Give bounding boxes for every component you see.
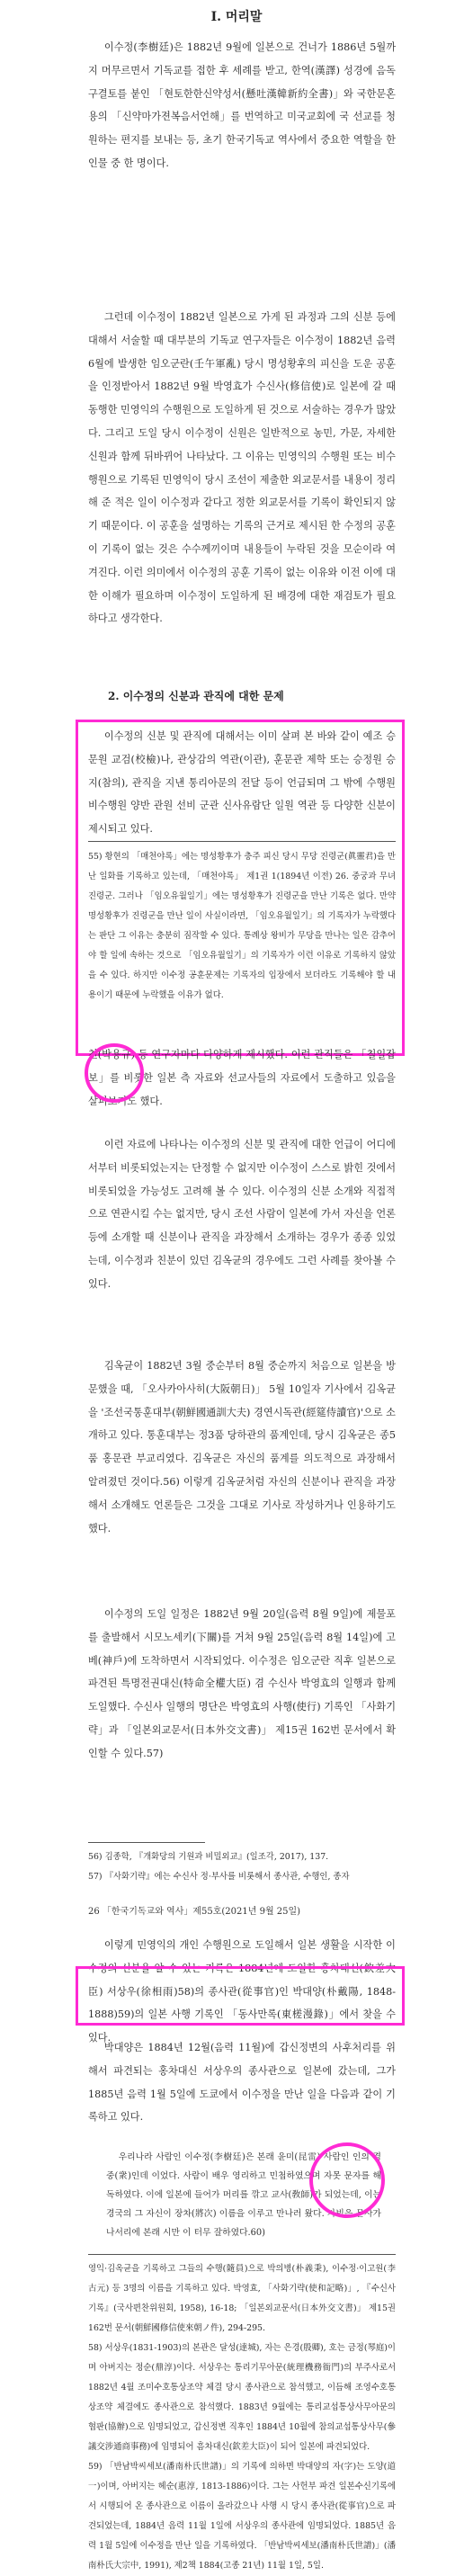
- footnote-57-cont: 영익·김옥균을 기록하고 그들의 수행(隨員)으로 박의병(朴義秉), 이수정·이고원(李古元) 등 3명의 이름을 기록하고 있다. 박영효, 「사화기략(使和記略)」, 『수신사기록』(국사편찬위원회, 1958), 16-18; 「일본외교문서(日本外交文書)」 제15권 162번 문서(朝鮮國修信使來朝ノ件), 294-295.: [88, 2264, 396, 2333]
- section-title: Ⅰ. 머리말: [210, 10, 263, 24]
- footnotes-bottom: [88, 2259, 396, 2571]
- paragraph-after-footnote: 천(박용규) 등 연구자마다 다양하게 제시했다. 이런 관직들은 「칠일잡보」를 비롯한 일본 측 자료와 선교사들의 자료에서 도출하고 있음을 살펴보기도 했다.: [88, 1049, 396, 1107]
- footnote-55: 55) 황현의 「매천야록」에는 명성황후가 충주 피신 당시 무당 진령군(眞靈君)을 만난 일화를 기록하고 있는데, 「매천야록」 제1권 1(1894년 이전) 26. 중궁과 무녀 진령군. 그러나 「임오유월일기」에는 명성황후가 진령군을 만난 기록은 없다. 만약 명성황후가 진령군을 만난 일이 사실이라면, 「임오유월일기」의 기록자가 누락했다는 판단 그 이유는 충분히 짐작할 수 있다. 통례상 왕비가 무당을 만나는 일은 감추어야 할 일에 속하는 것으로 「임오유월일기」의 기록자가 이런 이유로 기록하지 않았을 수 있다. 하지만 이수정 공훈문제는 기록자의 입장에서 보더라도 기록해야 할 내용이기 때문에 누락했을 이유가 없다.: [88, 852, 396, 1000]
- paragraph-4: 이수정의 도일 일정은 1882년 9월 20일(음력 8월 9일)에 제물포를 출발해서 시모노세키(下關)를 거쳐 9월 25일(음력 8월 14일)에 고베(神戶)에 도착하면서 시작되었다. 이수정은 임오군란 직후 일본으로 파견된 특명전권대신(特命全權大臣) 겸 수신사 박영효의 일행과 함께 도일했다. 수신사 일행의 명단은 박영효의 사행(使行) 기록인 「사화기략」과 「일본외교문서(日本外交文書)」 제15권 162번 문서에서 확인할 수 있다.57): [88, 1608, 396, 1759]
- highlighted-paragraph: 이수정의 신분 및 관직에 대해서는 이미 살펴 본 바와 같이 예조 승문원 교검(校檢)나, 관상감의 역관(이관), 훈문관 제학 또는 승정원 승지(참의), 관직을 지낸 통리아문의 전달 등이 언급되며 그 밖에 수행원 비수행원 양반 관원 선비 군관 신사유람단 일원 역관 등 다양한 신분이 제시되고 있다.: [88, 730, 396, 836]
- paragraph-2: 이런 자료에 나타나는 이수정의 신분 및 관직에 대한 언급이 어디에서부터 비롯되었는지는 단정할 수 없지만 이수정이 스스로 밝힌 것에서 비롯되었을 가능성도 고려해 볼 수 있다. 이수정의 신분 소개와 직접적으로 연관시킬 수는 없지만, 당시 조선 사람이 일본에 가서 자신을 언론 등에 소개할 때 신분이나 관직을 과장해서 소개하는 경우가 종종 있었는데, 이수정과 친분이 있던 김옥균의 경우에도 그런 사례를 찾아볼 수 있다.: [88, 1139, 396, 1290]
- page-header: 26 「한국기독교와 역사」제55호(2021년 9월 25일): [88, 1907, 301, 1917]
- highlight-box: [76, 1966, 405, 2026]
- subsection-title: 2. 이수정의 신분과 관직에 대한 문제: [108, 690, 284, 702]
- highlight-circle: [85, 1043, 144, 1103]
- intro-paragraph-1: 이수정(李樹廷)은 1882년 9월에 일본으로 건너가 1886년 5월까지 머무르면서 기독교를 접한 후 세례를 받고, 한역(漢譯) 성경에 음독구결토를 붙인 「현토한한신약성서(懸吐漢韓新約全書)」와 국한문혼용의 「신약마가젼복음서언해」를 번역하고 미국교회에 국 선교를 청원하는 편지를 보내는 등, 초기 한국기독교 역사에서 중요한 역할을 한 인물 중 한 명이다.: [88, 41, 396, 169]
- paragraph-5: 이렇게 민영익의 개인 수행원으로 도일해서 일본 생활을 시작한 이수정의 신분을 알 수 있는 기록은 1884년에 도일한 홍차대신(欽差大臣) 서상우(徐相雨)58)의 종사관(從事官)인 박대양(朴戴陽, 1848-1888)59)의 일본 사행 기록인 「동사만록(東槎漫錄)」에서 찾을 수 있다.: [88, 1939, 396, 2044]
- footnote-56: 56) 김종학, 『개화당의 기원과 비밀외교』(일조각, 2017), 137.: [88, 1852, 329, 1862]
- block-quote: 우리나라 사람인 이수정(李樹廷)은 본래 윤미(昆雷) 사람인 인의 경중(衆)인데 이었다. 사람이 배우 영리하고 민첩하였으며 자못 문자를 해독하였다. 이에 일본에 들어가 머리를 깎고 교사(敎師)가 되었는데, 이는 경국의 그 자신이 장차(將次) 이름을 이루고 만나러 왔다. 자빙은 문사가 나서리에 본래 시만 이 터무 잘하였다.60): [106, 2152, 381, 2238]
- highlight-circle-2: [309, 2142, 385, 2218]
- footnote-57: 57) 『사화기략』에는 수신사 정·부사를 비롯해서 종사관, 수행인, 종자: [88, 1872, 350, 1882]
- footnote-59: 59) 「반남박씨세보(潘南朴氏世譜)」의 기록에 의하면 박대양의 자(字)는 도양(道一)이며, 아버지는 헤순(惠淳, 1813-1886)이다. 그는 사헌부 파견 일본수신기록에서 시행되어 온 종사관으로 이름이 올라갔으나 사행 시 당시 종사관(從事官)으로 파견되었는데, 1884년 음력 11월 1일에 서상우의 종사관에 임명되었다. 1885년 음력 1월 5일에 이수정을 만난 일을 기록하였다. 「반남박씨세보(潘南朴氏世譜)」(潘南朴氏大宗中, 1991), 제2책 1884(고종 21년) 11월 1일, 5일.: [88, 2462, 396, 2571]
- paragraph-6: 박대양은 1884년 12월(음력 11월)에 갑신정변의 사후처리를 위해서 파견되는 홍차대신 서상우의 종사관으로 일본에 갔는데, 그가 1885년 음력 1월 5일에 도쿄에서 이수정을 만난 일을 다음과 같이 기록하고 있다.: [88, 2042, 396, 2124]
- paragraph-3: 김옥균이 1882년 3월 중순부터 8월 중순까지 처음으로 일본을 방문했을 때, 「오사카아사히(大阪朝日)」 5월 10일자 기사에서 김옥균을 '조선국통훈대부(朝鮮國通訓大夫) 경연시독관(經筵侍讀官)'으로 소개하고 있다. 통훈대부는 정3품 당하관의 품계인데, 당시 김옥균은 종5품 홍문관 부교리였다. 김옥균은 자신의 품계를 의도적으로 과장해서 알려졌던 것이다.56) 이렇게 김옥균처럼 자신의 신분이나 관직을 과장해서 소개해도 언론들은 그것을 그대로 기사로 작성하거나 인용하기도 했다.: [88, 1360, 396, 1534]
- intro-paragraph-2: 그런데 이수정이 1882년 일본으로 가게 된 과정과 그의 신분 등에 대해서 서술할 때 대부분의 기독교 연구자들은 이수정이 1882년 음력 6월에 발생한 임오군란(壬午軍亂) 당시 명성황후의 피신을 도운 공훈을 인정받아서 1882년 9월 박영효가 수신사(修信使)로 일본에 갈 때 동행한 민영익의 수행원으로 도일하게 된 것으로 서술하는 경우가 많았다. 그리고 도일 당시 이수정이 신원은 일반적으로 농민, 가문, 자세한 신원과 함께 뒤바뀌어 나타났다. 그 이유는 민영익의 수행원 또는 비수행원으로 기록된 민영익이 당시 조선이 제출한 외교문서를 내용이 정리해 준 적은 일이 이수정과 같다고 정한 외교문서를 기록이 확인되지 않기 때문이다. 이 공훈을 설명하는 기록의 근거로 제시된 한 수정의 공훈이 기록이 없는 것은 수수께끼이며 내용들이 누락된 것을 모순이라 여겨진다. 이런 의미에서 이수정의 공훈 기록이 없는 이유와 이전 이에 대한 이해가 필요하며 이수정이 도일하게 된 배경에 대한 재검토가 필요하다고 생각한다.: [88, 311, 396, 625]
- footnote-divider-3: [88, 2254, 396, 2255]
- footnote-58: 58) 서상우(1831-1903)의 본관은 달성(達城), 자는 은경(殷卿), 호는 금정(琴庭)이며 아버지는 정순(鼎淳)이다. 서상우는 통리기무아문(統理機務衙門)의 부주사로서 1882년 4월 조미수호통상조약 체결 당시 종사관으로 참석했고, 이듬해 조영수호통상조약 체결에도 종사관으로 참석했다. 1883년 9월에는 통리교섭통상사무아문의 협판(協辦)으로 임명되었고, 갑신정변 직후인 1884년 10월에 참의교섭통상사무(參議交涉通商事務)에 임명되어 흠차대신(欽差大臣)이 되어 일본에 파견되었다.: [88, 2343, 396, 2452]
- footnote-divider: [88, 841, 396, 842]
- footnote-divider-2: [88, 1842, 205, 1843]
